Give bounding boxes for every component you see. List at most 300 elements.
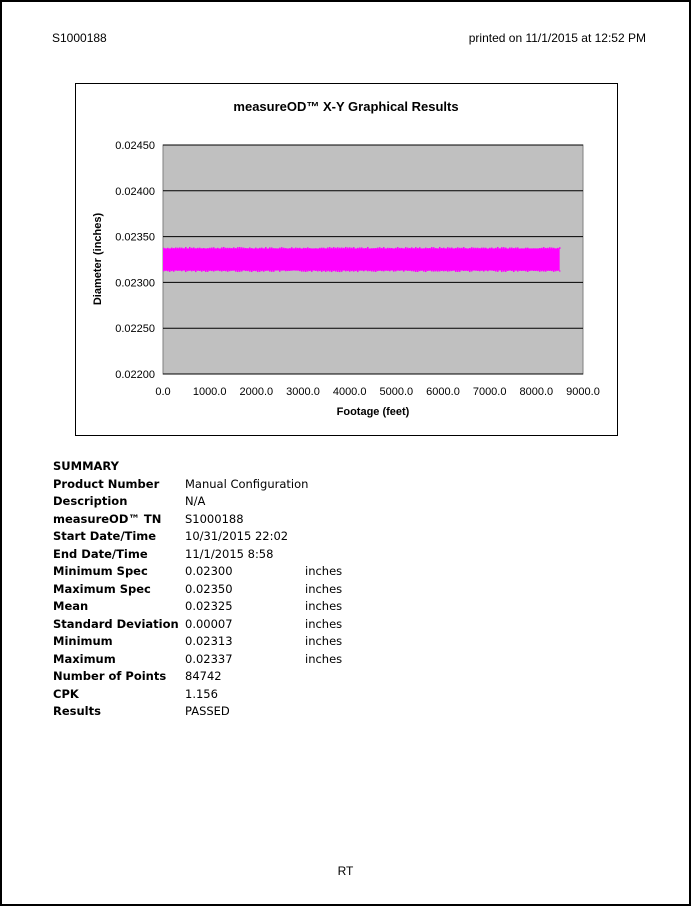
data-point [553, 270, 555, 271]
data-point [237, 247, 239, 249]
data-point [171, 248, 173, 250]
data-point [537, 270, 539, 271]
data-point [471, 270, 473, 271]
data-point [311, 270, 313, 271]
x-tick-labels [155, 386, 599, 398]
data-point [207, 270, 209, 271]
data-point [301, 270, 303, 271]
data-point [361, 247, 363, 249]
data-point [207, 248, 209, 250]
data-point [249, 270, 251, 271]
data-point [555, 270, 557, 271]
data-point [329, 247, 331, 249]
data-point [535, 270, 537, 271]
summary-value: 0.02350 [185, 581, 233, 596]
data-point [191, 248, 193, 250]
data-point [553, 248, 555, 250]
data-point [163, 248, 165, 250]
data-point [437, 270, 439, 271]
data-point [491, 248, 493, 250]
data-point [325, 248, 327, 250]
data-point [203, 270, 205, 271]
data-point [405, 247, 407, 249]
data-point [259, 248, 261, 250]
data-point [205, 248, 207, 250]
data-point [295, 248, 297, 250]
data-point [285, 248, 287, 250]
data-point [555, 248, 557, 250]
data-point [267, 248, 269, 250]
summary-label: Minimum [53, 634, 113, 648]
data-point [511, 270, 513, 271]
data-point [467, 270, 469, 271]
data-point [213, 270, 215, 271]
data-point [489, 248, 491, 250]
data-point [349, 270, 351, 271]
data-point [291, 247, 293, 249]
y-tick-label: 0.02250 [115, 323, 155, 336]
data-point [219, 270, 221, 271]
data-point [541, 248, 543, 250]
data-point [373, 248, 375, 250]
data-point [249, 247, 251, 249]
data-point [233, 247, 235, 249]
data-point [167, 248, 169, 250]
data-point [497, 247, 499, 249]
data-point [559, 247, 561, 249]
x-tick-label: 9000.0 [566, 386, 600, 398]
summary-row [53, 651, 343, 669]
data-point [227, 248, 229, 250]
data-point [411, 247, 413, 249]
data-point [239, 270, 241, 271]
data-point [247, 270, 249, 271]
data-point [551, 270, 553, 271]
data-point [181, 270, 183, 271]
data-point [167, 270, 169, 271]
data-point [257, 270, 259, 272]
data-point [349, 247, 351, 249]
data-point [463, 270, 465, 271]
data-point [225, 248, 227, 250]
data-point [441, 270, 443, 271]
data-point [523, 248, 525, 250]
summary-value: 0.02325 [185, 599, 233, 613]
data-point [223, 270, 225, 271]
data-point [341, 270, 343, 271]
data-point [271, 247, 273, 249]
footer-initials: RT [337, 864, 354, 878]
data-point [353, 270, 355, 271]
data-point [543, 270, 545, 271]
data-point [351, 270, 353, 271]
data-point [425, 270, 427, 272]
data-point [201, 248, 203, 250]
data-point [337, 247, 339, 249]
data-point [485, 248, 487, 250]
data-point [269, 270, 271, 271]
data-point [239, 247, 241, 249]
data-point [497, 270, 499, 271]
data-point [515, 248, 517, 250]
data-point [429, 248, 431, 250]
data-point [449, 270, 451, 271]
data-point [495, 270, 497, 271]
data-point [259, 270, 261, 271]
data-point [223, 247, 225, 249]
data-point [433, 247, 435, 249]
data-point [297, 248, 299, 250]
series-layer [163, 247, 561, 272]
data-point [397, 247, 399, 249]
x-tick-label: 5000.0 [379, 386, 414, 398]
summary-value: 10/31/2015 22:02 [185, 529, 289, 543]
data-point [225, 270, 227, 271]
summary-row [53, 563, 343, 581]
data-point [339, 248, 341, 250]
data-point [355, 270, 357, 271]
data-point [413, 248, 415, 250]
data-point [451, 248, 453, 250]
data-point [425, 248, 427, 250]
data-point [187, 270, 189, 271]
data-point [517, 247, 519, 249]
summary-value: N/A [185, 494, 206, 508]
summary-label: Start Date/Time [53, 529, 157, 543]
data-point [499, 248, 501, 250]
y-tick-label: 0.02200 [115, 369, 155, 381]
data-point [331, 248, 333, 250]
data-point [477, 248, 479, 250]
summary-value: 0.02337 [185, 651, 233, 666]
chart-title: measureOD™ X-Y Graphical Results [233, 99, 459, 114]
data-point [227, 270, 229, 271]
data-point [369, 248, 371, 250]
data-point [211, 248, 213, 250]
data-point [221, 247, 223, 249]
data-point [199, 248, 201, 250]
data-point [447, 270, 449, 271]
summary-value: 0.02313 [185, 634, 233, 648]
data-point [545, 248, 547, 250]
data-point [305, 270, 307, 271]
data-point [185, 247, 187, 249]
data-point [395, 248, 397, 250]
data-point [383, 247, 385, 249]
data-point [307, 247, 309, 249]
data-point [443, 270, 445, 271]
data-point [213, 247, 215, 249]
data-point [201, 270, 203, 271]
data-point [541, 270, 543, 271]
data-point [357, 270, 359, 272]
summary-label: CPK [53, 686, 79, 701]
data-point [539, 248, 541, 250]
summary-label: Maximum Spec [53, 581, 151, 596]
data-point [503, 247, 505, 249]
data-point [165, 248, 167, 250]
data-point [521, 270, 523, 271]
data-point [257, 248, 259, 250]
data-point [369, 270, 371, 271]
data-point [251, 270, 253, 272]
data-point [511, 247, 513, 249]
data-point [519, 248, 521, 250]
summary-value: 0.02300 [185, 564, 233, 578]
data-point [543, 247, 545, 249]
data-point [451, 270, 453, 271]
data-point [183, 248, 185, 250]
data-point [423, 270, 425, 271]
summary-row [53, 528, 289, 546]
data-point [463, 247, 465, 249]
data-point [245, 270, 247, 271]
summary-rows [53, 476, 343, 721]
data-point [315, 248, 317, 250]
data-point [229, 270, 231, 271]
chart-svg [76, 84, 617, 435]
data-point [303, 270, 305, 271]
data-point [559, 270, 561, 271]
data-point [449, 248, 451, 250]
summary-row [53, 616, 343, 634]
data-point [337, 270, 339, 271]
data-point [321, 270, 323, 271]
summary-unit: inches [305, 581, 343, 596]
data-point [329, 270, 331, 271]
data-point [347, 247, 349, 249]
data-point [531, 248, 533, 250]
chart-container [75, 83, 618, 436]
data-point [191, 270, 193, 271]
data-point [319, 270, 321, 271]
data-point [465, 248, 467, 250]
data-point [377, 248, 379, 250]
summary-unit: inches [305, 616, 343, 631]
summary-row [53, 581, 343, 599]
data-point [279, 248, 281, 250]
data-point [547, 248, 549, 250]
summary-row [53, 476, 309, 494]
data-point [219, 248, 221, 250]
x-axis-label: Footage (feet) [336, 406, 410, 418]
summary-label: Results [53, 704, 101, 718]
data-point [363, 248, 365, 250]
data-point [505, 248, 507, 250]
data-point [325, 270, 327, 271]
data-point [241, 247, 243, 249]
summary-row [53, 686, 218, 704]
data-point [415, 270, 417, 272]
data-point [507, 248, 509, 250]
data-point [445, 248, 447, 250]
summary-value: 11/1/2015 8:58 [185, 546, 274, 561]
data-point [189, 247, 191, 249]
printed-timestamp: printed on 11/1/2015 at 12:52 PM [468, 31, 646, 45]
data-point [529, 270, 531, 271]
data-point [403, 248, 405, 250]
data-point [455, 248, 457, 250]
data-point [501, 270, 503, 272]
summary-row [53, 633, 343, 651]
summary-label: Product Number [53, 476, 160, 491]
data-point [539, 270, 541, 271]
data-point [433, 270, 435, 271]
data-point [493, 248, 495, 250]
data-point [537, 248, 539, 250]
data-point [181, 248, 183, 250]
data-point [535, 248, 537, 250]
summary-value: Manual Configuration [185, 476, 309, 491]
data-point [487, 270, 489, 271]
data-point [327, 247, 329, 249]
data-point [351, 248, 353, 250]
data-point [527, 248, 529, 250]
data-point [317, 248, 319, 250]
data-point [169, 270, 171, 271]
data-point [175, 247, 177, 249]
data-point [371, 270, 373, 271]
data-point [185, 270, 187, 272]
data-point [235, 270, 237, 271]
data-point [373, 270, 375, 271]
x-tick-label: 4000.0 [332, 386, 367, 398]
x-tick-label: 0.0 [155, 386, 171, 398]
summary-label: Mean [53, 599, 89, 613]
data-point [275, 248, 277, 250]
data-point [435, 270, 437, 271]
data-point [513, 270, 515, 272]
data-point [287, 270, 289, 271]
data-point [243, 248, 245, 250]
data-point [479, 248, 481, 250]
data-point [323, 248, 325, 250]
data-point [173, 270, 175, 271]
x-tick-label: 3000.0 [286, 386, 320, 398]
data-point [393, 248, 395, 250]
summary-unit: inches [305, 599, 343, 613]
data-point [525, 248, 527, 250]
y-axis-label: Diameter (inches) [92, 212, 104, 306]
summary-label: Standard Deviation [53, 616, 179, 631]
data-point [231, 248, 233, 250]
data-point [375, 248, 377, 250]
summary-value: PASSED [185, 704, 230, 718]
data-point [457, 270, 459, 271]
data-point [187, 248, 189, 250]
data-point [199, 270, 201, 271]
data-point [417, 248, 419, 250]
summary-value: S1000188 [185, 511, 244, 526]
data-point [469, 248, 471, 250]
data-band [163, 249, 560, 271]
data-point [455, 270, 457, 271]
data-point [333, 247, 335, 249]
data-point [475, 248, 477, 250]
data-point [327, 270, 329, 271]
data-point [321, 248, 323, 250]
data-point [503, 270, 505, 271]
data-point [303, 248, 305, 250]
y-tick-label: 0.02300 [115, 277, 155, 290]
data-point [403, 270, 405, 271]
data-point [435, 248, 437, 250]
data-point [533, 270, 535, 271]
summary-row [53, 703, 230, 721]
data-point [385, 248, 387, 250]
y-tick-label: 0.02400 [115, 185, 155, 198]
data-point [299, 248, 301, 250]
summary-value: 1.156 [185, 686, 218, 701]
data-point [437, 248, 439, 250]
y-tick-label: 0.02450 [115, 140, 155, 152]
x-tick-label: 8000.0 [519, 386, 554, 398]
data-point [401, 248, 403, 250]
data-point [365, 248, 367, 250]
data-point [439, 270, 441, 271]
data-point [407, 248, 409, 250]
data-point [479, 270, 481, 271]
data-point [323, 270, 325, 271]
summary-row [53, 511, 244, 529]
data-point [283, 248, 285, 250]
data-point [177, 248, 179, 250]
data-point [421, 248, 423, 250]
data-point [513, 248, 515, 250]
data-point [289, 248, 291, 250]
data-point [377, 270, 379, 271]
data-point [411, 270, 413, 271]
data-point [343, 248, 345, 250]
data-point [533, 248, 535, 250]
data-point [235, 248, 237, 250]
y-tick-label: 0.02350 [115, 231, 155, 244]
data-point [229, 248, 231, 250]
data-point [263, 270, 265, 271]
data-point [287, 248, 289, 250]
data-point [245, 248, 247, 250]
data-point [169, 248, 171, 250]
summary-label: Minimum Spec [53, 564, 148, 578]
data-point [459, 270, 461, 271]
data-point [221, 270, 223, 271]
summary-unit: inches [305, 651, 343, 666]
x-tick-label: 1000.0 [192, 386, 227, 398]
data-point [391, 248, 393, 250]
summary-label: End Date/Time [53, 546, 148, 561]
data-point [363, 270, 365, 271]
data-point [299, 270, 301, 271]
data-point [529, 248, 531, 250]
summary-unit: inches [305, 564, 343, 578]
x-tick-label: 6000.0 [426, 386, 460, 398]
data-point [197, 248, 199, 250]
data-point [313, 248, 315, 250]
data-point [459, 248, 461, 250]
data-point [247, 248, 249, 250]
data-point [457, 247, 459, 249]
data-point [217, 248, 219, 250]
data-point [317, 270, 319, 271]
data-point [293, 248, 295, 250]
data-point [195, 248, 197, 250]
data-point [309, 248, 311, 250]
data-point [251, 248, 253, 250]
summary-label: Maximum [53, 651, 116, 666]
data-point [389, 248, 391, 250]
data-point [179, 247, 181, 249]
data-point [335, 270, 337, 271]
